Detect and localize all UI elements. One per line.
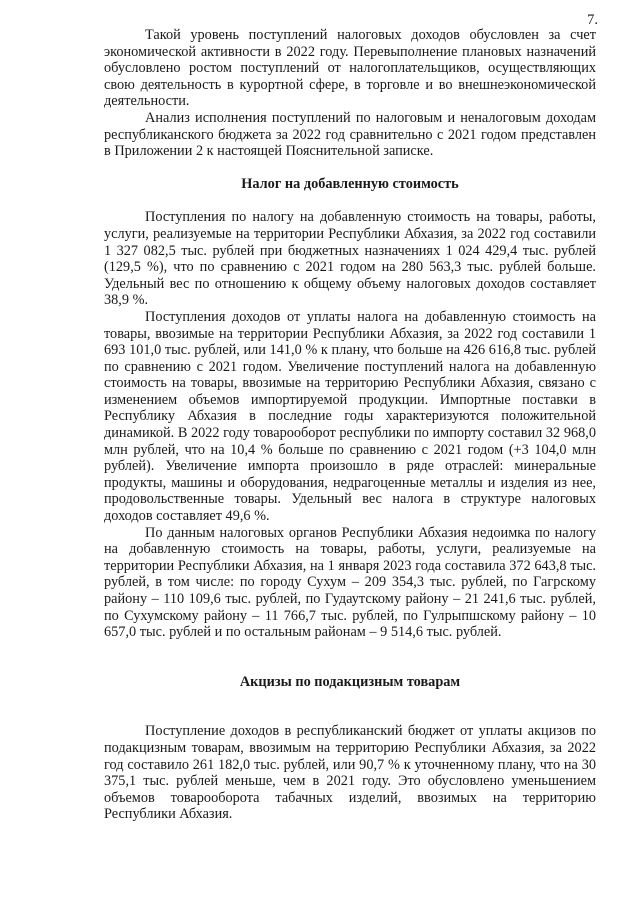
paragraph-revenue-analysis: Анализ исполнения поступлений по налоговым и неналоговым доходам республиканского бюджета за 2022 год сравнительно с 2021 годом представлен в Приложении 2 к настоящей Пояснительной записке. — [104, 109, 596, 160]
paragraph-vat-import: Поступления доходов от уплаты налога на добавленную стоимость на товары, ввозимые на территории Республики Абхазия, за 2022 год составили 1 693 101,0 тыс. рублей, или 141,0 % к плану, что больше на 426 616,8 тыс. рублей по сравнению с 2021 годом. Увеличение поступлений налога на добавленную стоимость на товары, ввозимые на территорию Республики Абхазия, связано с изменением объемов импортируемой продукции. Импортные поставки в Республику Абхазия в последние годы характеризуются положительной динамикой. В 2022 году товарооборот республики по импорту составил 32 968,0 млн рублей, что на 10,4 % больше по сравнению с 2021 годом (+3 104,0 млн рублей). Увеличение импорта произошло в ряде отраслей: минеральные продукты, машины и оборудования, недрагоценные металлы и изделия из нее, продовольственные товары. Удельный вес налога в структуре налоговых доходов составляет 49,6 %. — [104, 308, 596, 525]
page-number: 7. — [587, 12, 598, 28]
section-heading-vat: Налог на добавленную стоимость — [241, 175, 459, 192]
paragraph-tax-revenue-reason: Такой уровень поступлений налоговых доходов обусловлен за счет экономической активности в 2022 году. Перевыполнение плановых назначений обусловлено ростом поступлений от налогоплательщиков, осуществляющих свою деятельность в курортной сфере, в торговле и во внешнеэкономической деятельности. — [104, 27, 596, 110]
paragraph-excise-revenue: Поступление доходов в республиканский бюджет от уплаты акцизов по подакцизным товарам, ввозимым на территорию Республики Абхазия, за 2022 год составило 261 182,0 тыс. рублей, или 90,7 % к уточненному плану, что на 30 375,1 тыс. рублей меньше, чем в 2021 году. Это обусловлено уменьшением объемов товарооборота табачных изделий, ввозимых на территорию Республики Абхазия. — [104, 723, 596, 823]
paragraph-vat-domestic: Поступления по налогу на добавленную стоимость на товары, работы, услуги, реализуемые на территории Республики Абхазия, за 2022 год составили 1 327 082,5 тыс. рублей при бюджетных назначениях 1 024 429,4 тыс. рублей (129,5 %), что по сравнению с 2021 годом на 280 563,3 тыс. рублей больше. Удельный вес по отношению к общему объему налоговых доходов составляет 38,9 %. — [104, 209, 596, 309]
paragraph-vat-arrears: По данным налоговых органов Республики Абхазия недоимка по налогу на добавленную стоимость на товары, работы, услуги, реализуемые на территории Республики Абхазия, на 1 января 2023 года составила 372 643,8 тыс. рублей, в том числе: по городу Сухум – 209 354,3 тыс. рублей, по Гагрскому району – 110 109,6 тыс. рублей, по Гудаутскому району – 21 241,6 тыс. рублей, по Сухумскому району – 11 766,7 тыс. рублей, по Гулрыпшскому району – 10 657,0 тыс. рублей и по остальным районам – 9 514,6 тыс. рублей. — [104, 524, 596, 641]
document-body — [104, 27, 596, 823]
section-heading-excise: Акцизы по подакцизным товарам — [239, 673, 461, 690]
